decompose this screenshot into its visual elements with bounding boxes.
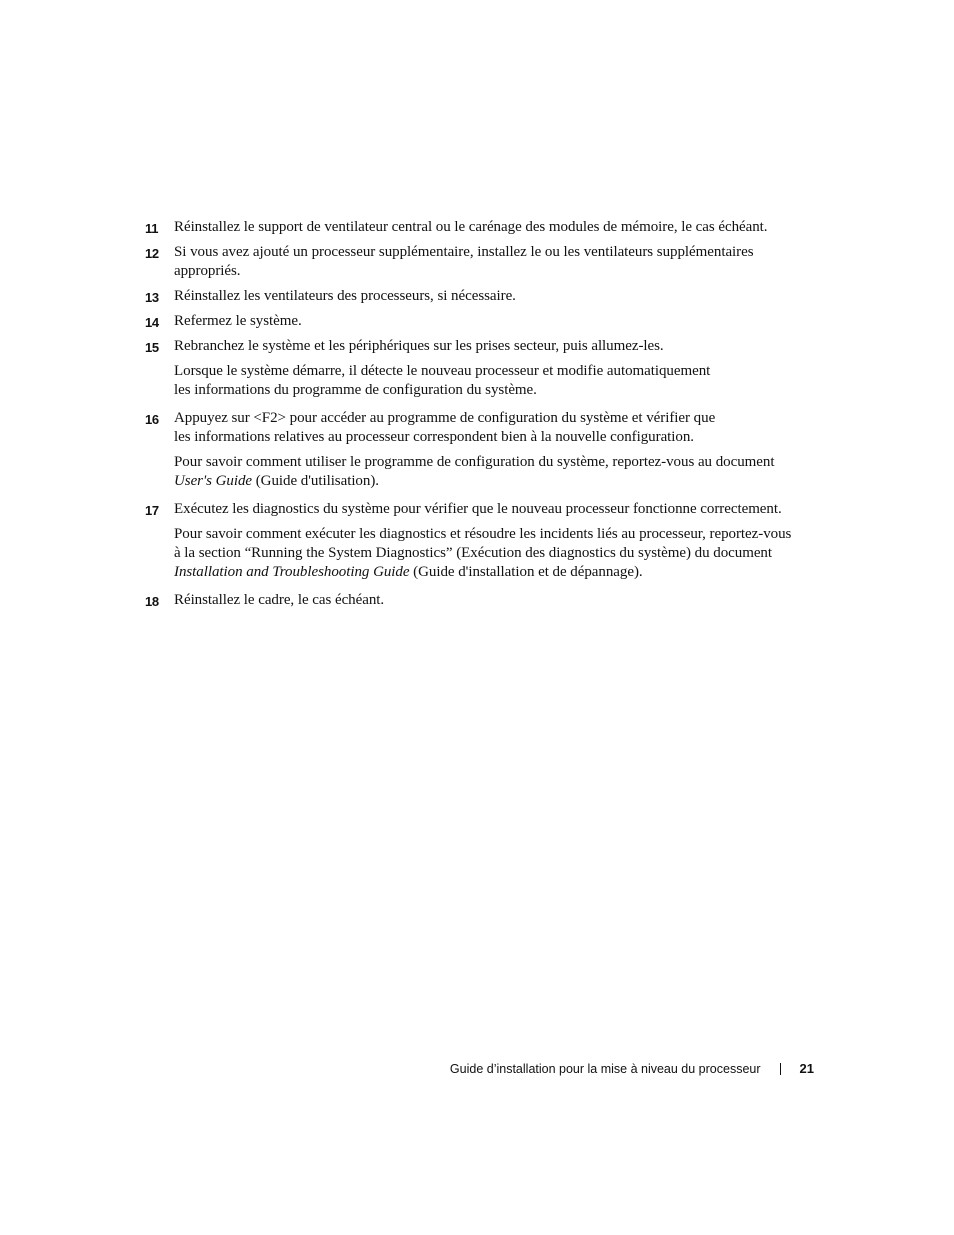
step-number: 12 [145, 246, 159, 261]
step-17 [145, 500, 825, 582]
step-13 [145, 287, 825, 306]
step-text: Rebranchez le système et les périphériques sur les prises secteur, puis allumez-les. [174, 338, 664, 354]
footer-title: Guide d’installation pour la mise à niveau du processeur [449, 1061, 761, 1076]
step-18 [145, 591, 825, 610]
step-text-line: Appuyez sur <F2> pour accéder au programme de configuration du système et vérifier que [174, 410, 716, 426]
step-number: 13 [145, 290, 159, 305]
step-text: Réinstallez les ventilateurs des processeurs, si nécessaire. [174, 288, 516, 304]
step-11 [145, 218, 825, 237]
step-note-line: les informations du programme de configuration du système. [174, 382, 537, 398]
step-text [174, 243, 825, 281]
step-number: 15 [145, 340, 159, 355]
step-number: 14 [145, 315, 159, 330]
step-text-line: appropriés. [174, 263, 241, 279]
procedure-steps [145, 218, 825, 616]
footer-divider [780, 1063, 781, 1075]
step-text-line: Si vous avez ajouté un processeur supplémentaire, installez le ou les ventilateurs supplémentaires [174, 244, 754, 260]
step-note-line: (Guide d'installation et de dépannage). [409, 564, 643, 580]
document-title: Installation and Troubleshooting Guide [174, 564, 410, 580]
page-footer [450, 1061, 814, 1076]
step-note [174, 362, 825, 400]
step-text [174, 409, 825, 447]
step-note-line: Lorsque le système démarre, il détecte le nouveau processeur et modifie automatiquement [174, 363, 711, 379]
step-14 [145, 312, 825, 331]
step-note [174, 453, 825, 491]
step-number: 11 [145, 221, 159, 236]
step-note-line: à la section “Running the System Diagnostics” (Exécution des diagnostics du système) du document [174, 545, 772, 561]
step-15 [145, 337, 825, 400]
step-note [174, 525, 825, 582]
step-number: 16 [145, 412, 159, 427]
step-number: 18 [145, 594, 159, 609]
step-16 [145, 409, 825, 491]
step-note-line: (Guide d'utilisation). [252, 473, 379, 489]
step-text: Réinstallez le cadre, le cas échéant. [174, 592, 385, 608]
document-title: User's Guide [174, 473, 253, 489]
step-note-line: Pour savoir comment utiliser le programme de configuration du système, reportez-vous au document [174, 454, 775, 470]
step-note-line: Pour savoir comment exécuter les diagnostics et résoudre les incidents liés au processeur, reportez-vous [174, 526, 792, 542]
step-text: Refermez le système. [174, 313, 302, 329]
step-text: Réinstallez le support de ventilateur central ou le carénage des modules de mémoire, le cas échéant. [174, 219, 768, 235]
step-number: 17 [145, 503, 159, 518]
step-text-line: les informations relatives au processeur correspondent bien à la nouvelle configuration. [174, 429, 695, 445]
step-text: Exécutez les diagnostics du système pour vérifier que le nouveau processeur fonctionne correctement. [174, 501, 782, 517]
step-12 [145, 243, 825, 281]
page-number: 21 [799, 1061, 814, 1076]
